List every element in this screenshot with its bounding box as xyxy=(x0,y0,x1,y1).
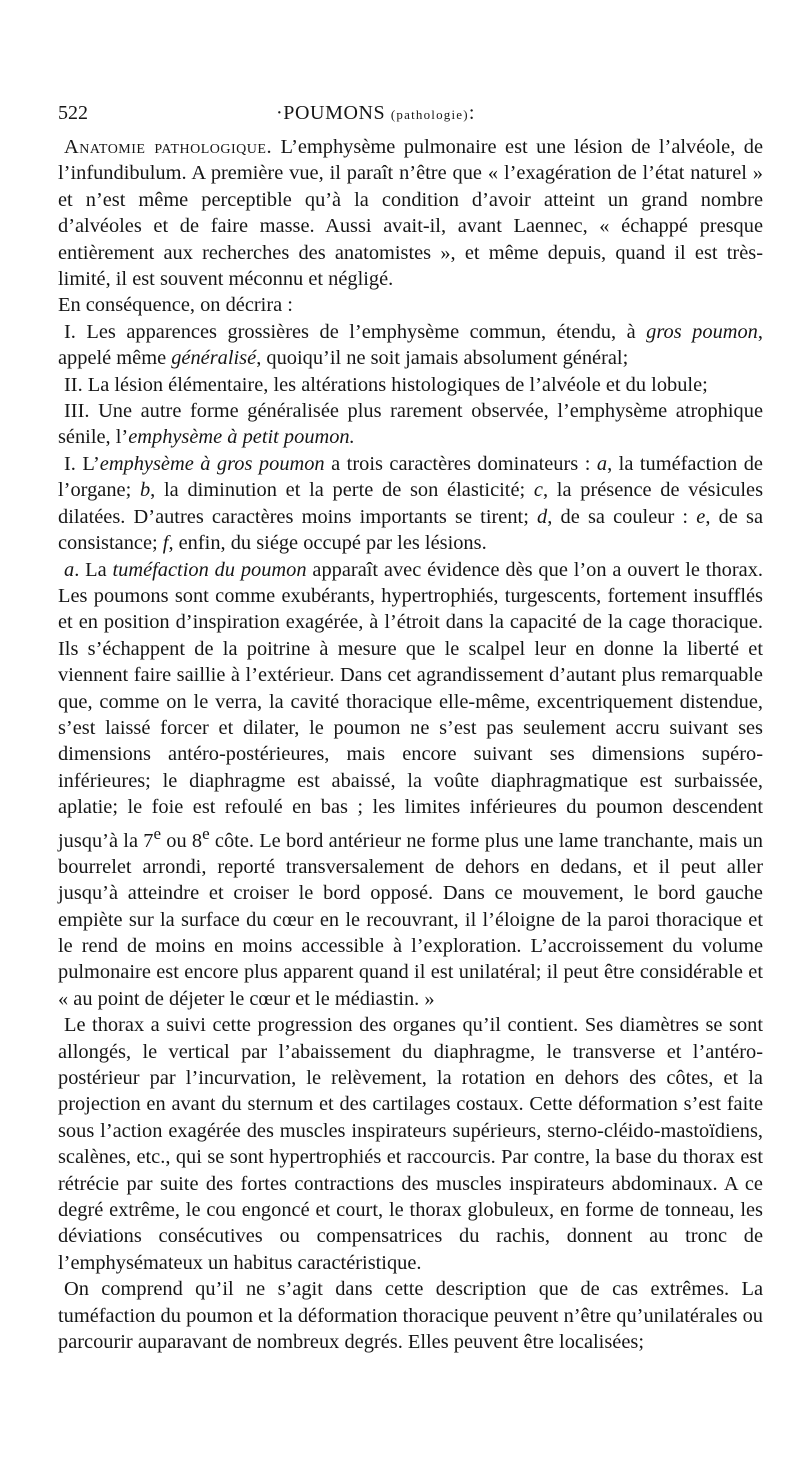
running-title-end: : xyxy=(468,102,475,124)
paragraph-gros-poumon: I. L’emphysème à gros poumon a trois caractères dominateurs : a, la tuméfaction de l’organe; b, la diminution et la perte de son élasticité; c, la présence de vésicules dilatées. D’autres caractères moins importants se tirent; d, de sa couleur : e, de sa consistance; f, enfin, du siége occupé par les lésions. xyxy=(58,452,764,555)
page-number: 522 xyxy=(58,102,88,124)
paragraph-item-2: II. La lésion élémentaire, les altérations histologiques de l’alvéole et du lobule; xyxy=(64,373,708,396)
paragraph-item-3: III. Une autre forme généralisée plus rarement observée, l’emphysème atrophique sénile, l’emphysème à petit poumon. xyxy=(58,400,763,449)
running-title-sub: (pathologie) xyxy=(390,107,469,122)
paragraph-thorax: Le thorax a suivi cette progression des organes qu’il contient. Ses diamètres se sont allongés, le vertical par l’abaissement du diaphragme, le transverse et l’antéro-postérieur par l’incurvation, le relèvement, la rotation en dehors des côtes, et la projection en avant du sternum et des cartilages costaux. Cette déformation s’est faite sous l’action exagérée des muscles inspirateurs supérieurs, sterno-cléido-mastoïdiens, scalènes, etc., qui se sont hypertrophiés et raccourcis. Par contre, la base du thorax est rétrécie par suite des fortes contractions des muscles inspirateurs abdominaux. A ce degré extrême, le cou engoncé et court, le thorax globuleux, en forme de tonneau, les déviations consécutives ou compensatrices du rachis, donnent au tronc de l’emphysémateux un habitus caractéristique. xyxy=(58,1014,763,1274)
section-label: Anatomie pathologique. xyxy=(64,136,273,158)
paragraph-cas-extremes: On comprend qu’il ne s’agit dans cette description que de cas extrêmes. La tuméfaction du poumon et la déformation thoracique peuvent n’être qu’unilatérales ou parcourir auparavant de nombreux degrés. Elles peuvent être localisées; xyxy=(58,1278,763,1354)
paragraph-consequence: En conséquence, on décrira : xyxy=(58,294,293,317)
running-header xyxy=(58,96,763,134)
paragraph-tumefaction: a. La tuméfaction du poumon apparaît avec évidence dès que l’on a ouvert le thorax. Les poumons sont comme exubérants, hypertrophiés, turgescents, fortement insufflés et en position d’inspiration exagérée, à l’étroit dans la capacité de la cage thoracique. Ils s’échappent de la poitrine à mesure que le scalpel leur en donne la liberté et viennent faire saillie à l’extérieur. Dans cet agrandissement d’autant plus remarquable que, comme on le verra, la cavité thoracique elle-même, excentriquement distendue, s’est laissé forcer et dilater, le poumon ne s’est pas seulement accru suivant ses dimensions antéro-postérieures, mais encore suivant ses dimensions supéro-inférieures; le diaphragme est abaissé, la voûte diaphragmatique est surbaissée, aplatie; le foie est refoulé en bas ; les limites inférieures du poumon descendent jusqu’à la 7e ou 8e côte. Le bord antérieur ne forme plus une lame tranchante, mais un bourrelet arrondi, reporté transversalement de dehors en dedans, et il peut aller jusqu’à atteindre et croiser le bord opposé. Dans ce mouvement, le bord gauche empiète sur la surface du cœur en le recouvrant, il l’éloigne de la paroi thoracique et le rend de moins en moins accessible à l’exploration. L’accroissement du volume pulmonaire est encore plus apparent quand il est unilatéral; il peut être considérable et « au point de déjeter le cœur et le médiastin. » xyxy=(58,558,764,1010)
paragraph-anatomie: Anatomie pathologique. L’emphysème pulmonaire est une lésion de l’alvéole, de l’infundibulum. A première vue, il paraît n’être que « l’exagération de l’état naturel » et n’est même perceptible qu’à la condition d’avoir atteint un grand nombre d’alvéoles et de faire masse. Aussi avait-il, avant Laennec, « échappé presque entièrement aux recherches des anatomistes », et même depuis, quand il est très-limité, il est souvent méconnu et négligé. xyxy=(58,136,763,291)
book-page xyxy=(58,96,763,1355)
running-title-main: ·POUMONS xyxy=(276,102,386,124)
body-text xyxy=(58,134,763,1355)
paragraph-item-1: I. Les apparences grossières de l’emphysème commun, étendu, à gros poumon, appelé même généralisé, quoiqu’il ne soit jamais absolument général; xyxy=(58,320,763,370)
running-title xyxy=(276,102,475,125)
